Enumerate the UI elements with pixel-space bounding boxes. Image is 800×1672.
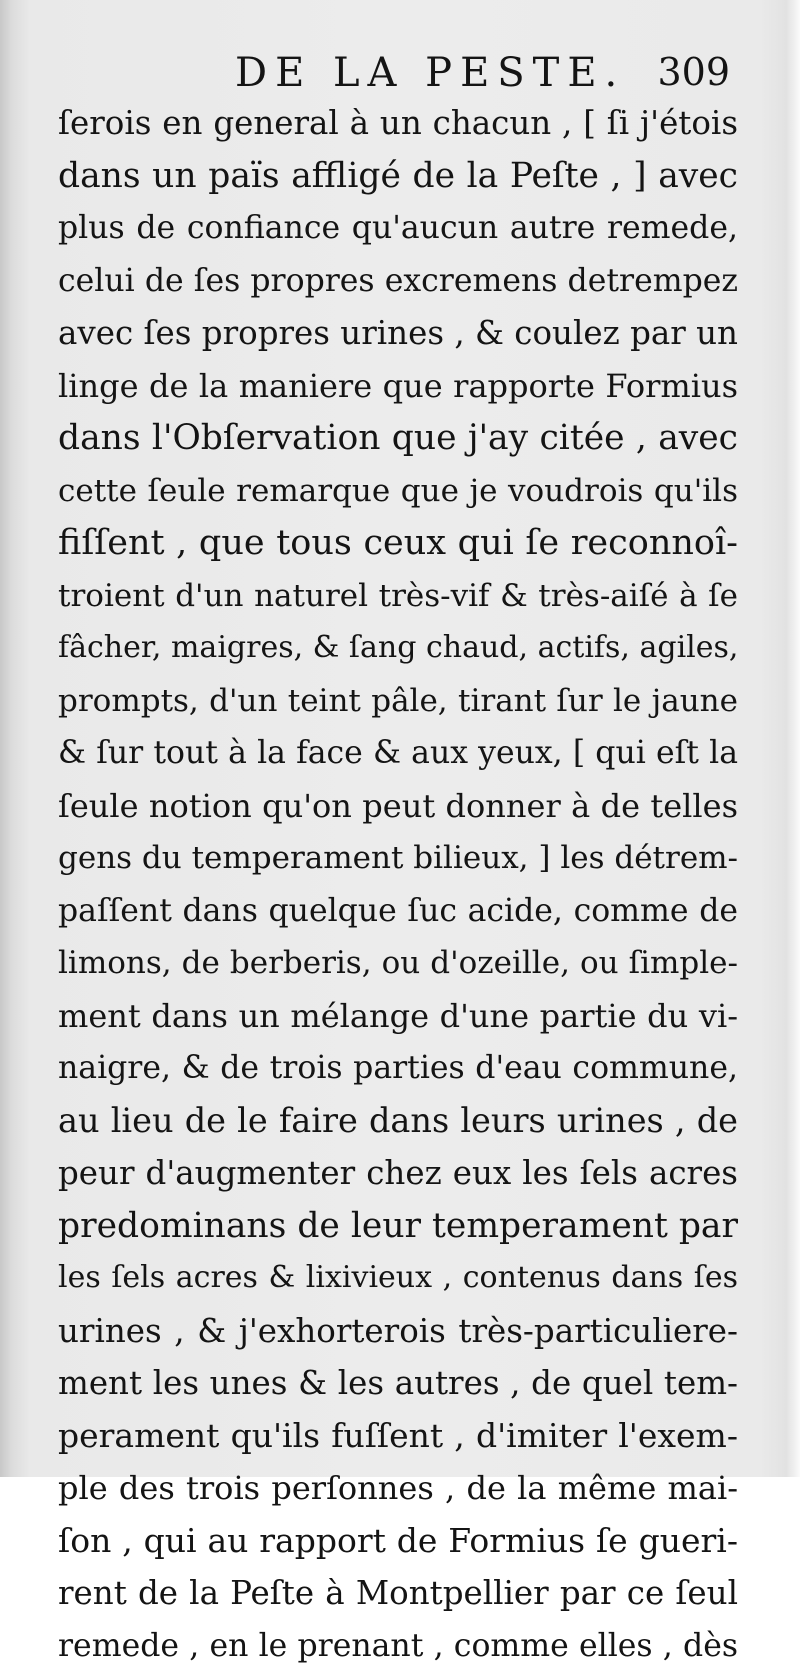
text-line: ſerois en general à un chacun , [ ſi j'étois	[58, 97, 738, 150]
text-line: celui de ſes propres excremens detrempez	[58, 255, 738, 308]
text-line: urines , & j'exhorterois très-particuliere-	[58, 1305, 738, 1358]
text-line: fâcher, maigres, & ſang chaud, actifs, agiles,	[58, 622, 738, 675]
text-line: ſeule notion qu'on peut donner à de telles	[58, 780, 738, 833]
text-line: & ſur tout à la face & aux yeux, [ qui eſt la	[58, 727, 738, 780]
text-line: gens du temperament bilieux, ] les détrem-	[58, 832, 738, 885]
text-line: cette ſeule remarque que je voudrois qu'ils	[58, 465, 738, 518]
page-number: 309	[657, 50, 730, 94]
text-line: troient d'un naturel très-vif & très-aiſé à ſe	[58, 570, 738, 623]
text-line: au lieu de le faire dans leurs urines , de	[58, 1095, 738, 1148]
running-title: DE LA PESTE.	[235, 50, 625, 96]
text-line: naigre, & de trois parties d'eau commune,	[58, 1042, 738, 1095]
text-line: prompts, d'un teint pâle, tirant ſur le jaune	[58, 675, 738, 728]
page-header	[235, 50, 730, 100]
text-line: plus de confiance qu'aucun autre remede,	[58, 202, 738, 255]
text-line: paſſent dans quelque ſuc acide, comme de	[58, 885, 738, 938]
text-line: ſon , qui au rapport de Formius ſe gueri-	[58, 1515, 738, 1568]
body-text	[58, 97, 738, 1672]
text-line: ple des trois perſonnes , de la même mai-	[58, 1462, 738, 1515]
text-line: predominans de leur temperament par	[58, 1200, 738, 1253]
text-line: limons, de berberis, ou d'ozeille, ou ſimple-	[58, 937, 738, 990]
text-line: remede , en le prenant , comme elles , dès	[58, 1620, 738, 1672]
text-line: peur d'augmenter chez eux les ſels acres	[58, 1147, 738, 1200]
text-line: dans un païs affligé de la Peſte , ] avec	[58, 150, 738, 203]
text-line: dans l'Obſervation que j'ay citée , avec	[58, 412, 738, 465]
text-line: les ſels acres & lixivieux , contenus dans ſes	[58, 1252, 738, 1305]
text-line: rent de la Peſte à Montpellier par ce ſeul	[58, 1567, 738, 1620]
text-line: fiſſent , que tous ceux qui ſe reconnoî-	[58, 517, 738, 570]
text-line: ment les unes & les autres , de quel tem-	[58, 1357, 738, 1410]
text-line: perament qu'ils fuſſent , d'imiter l'exem-	[58, 1410, 738, 1463]
text-line: avec ſes propres urines , & coulez par un	[58, 307, 738, 360]
text-line: linge de la maniere que rapporte Formius	[58, 360, 738, 413]
text-line: ment dans un mélange d'une partie du vi-	[58, 990, 738, 1043]
